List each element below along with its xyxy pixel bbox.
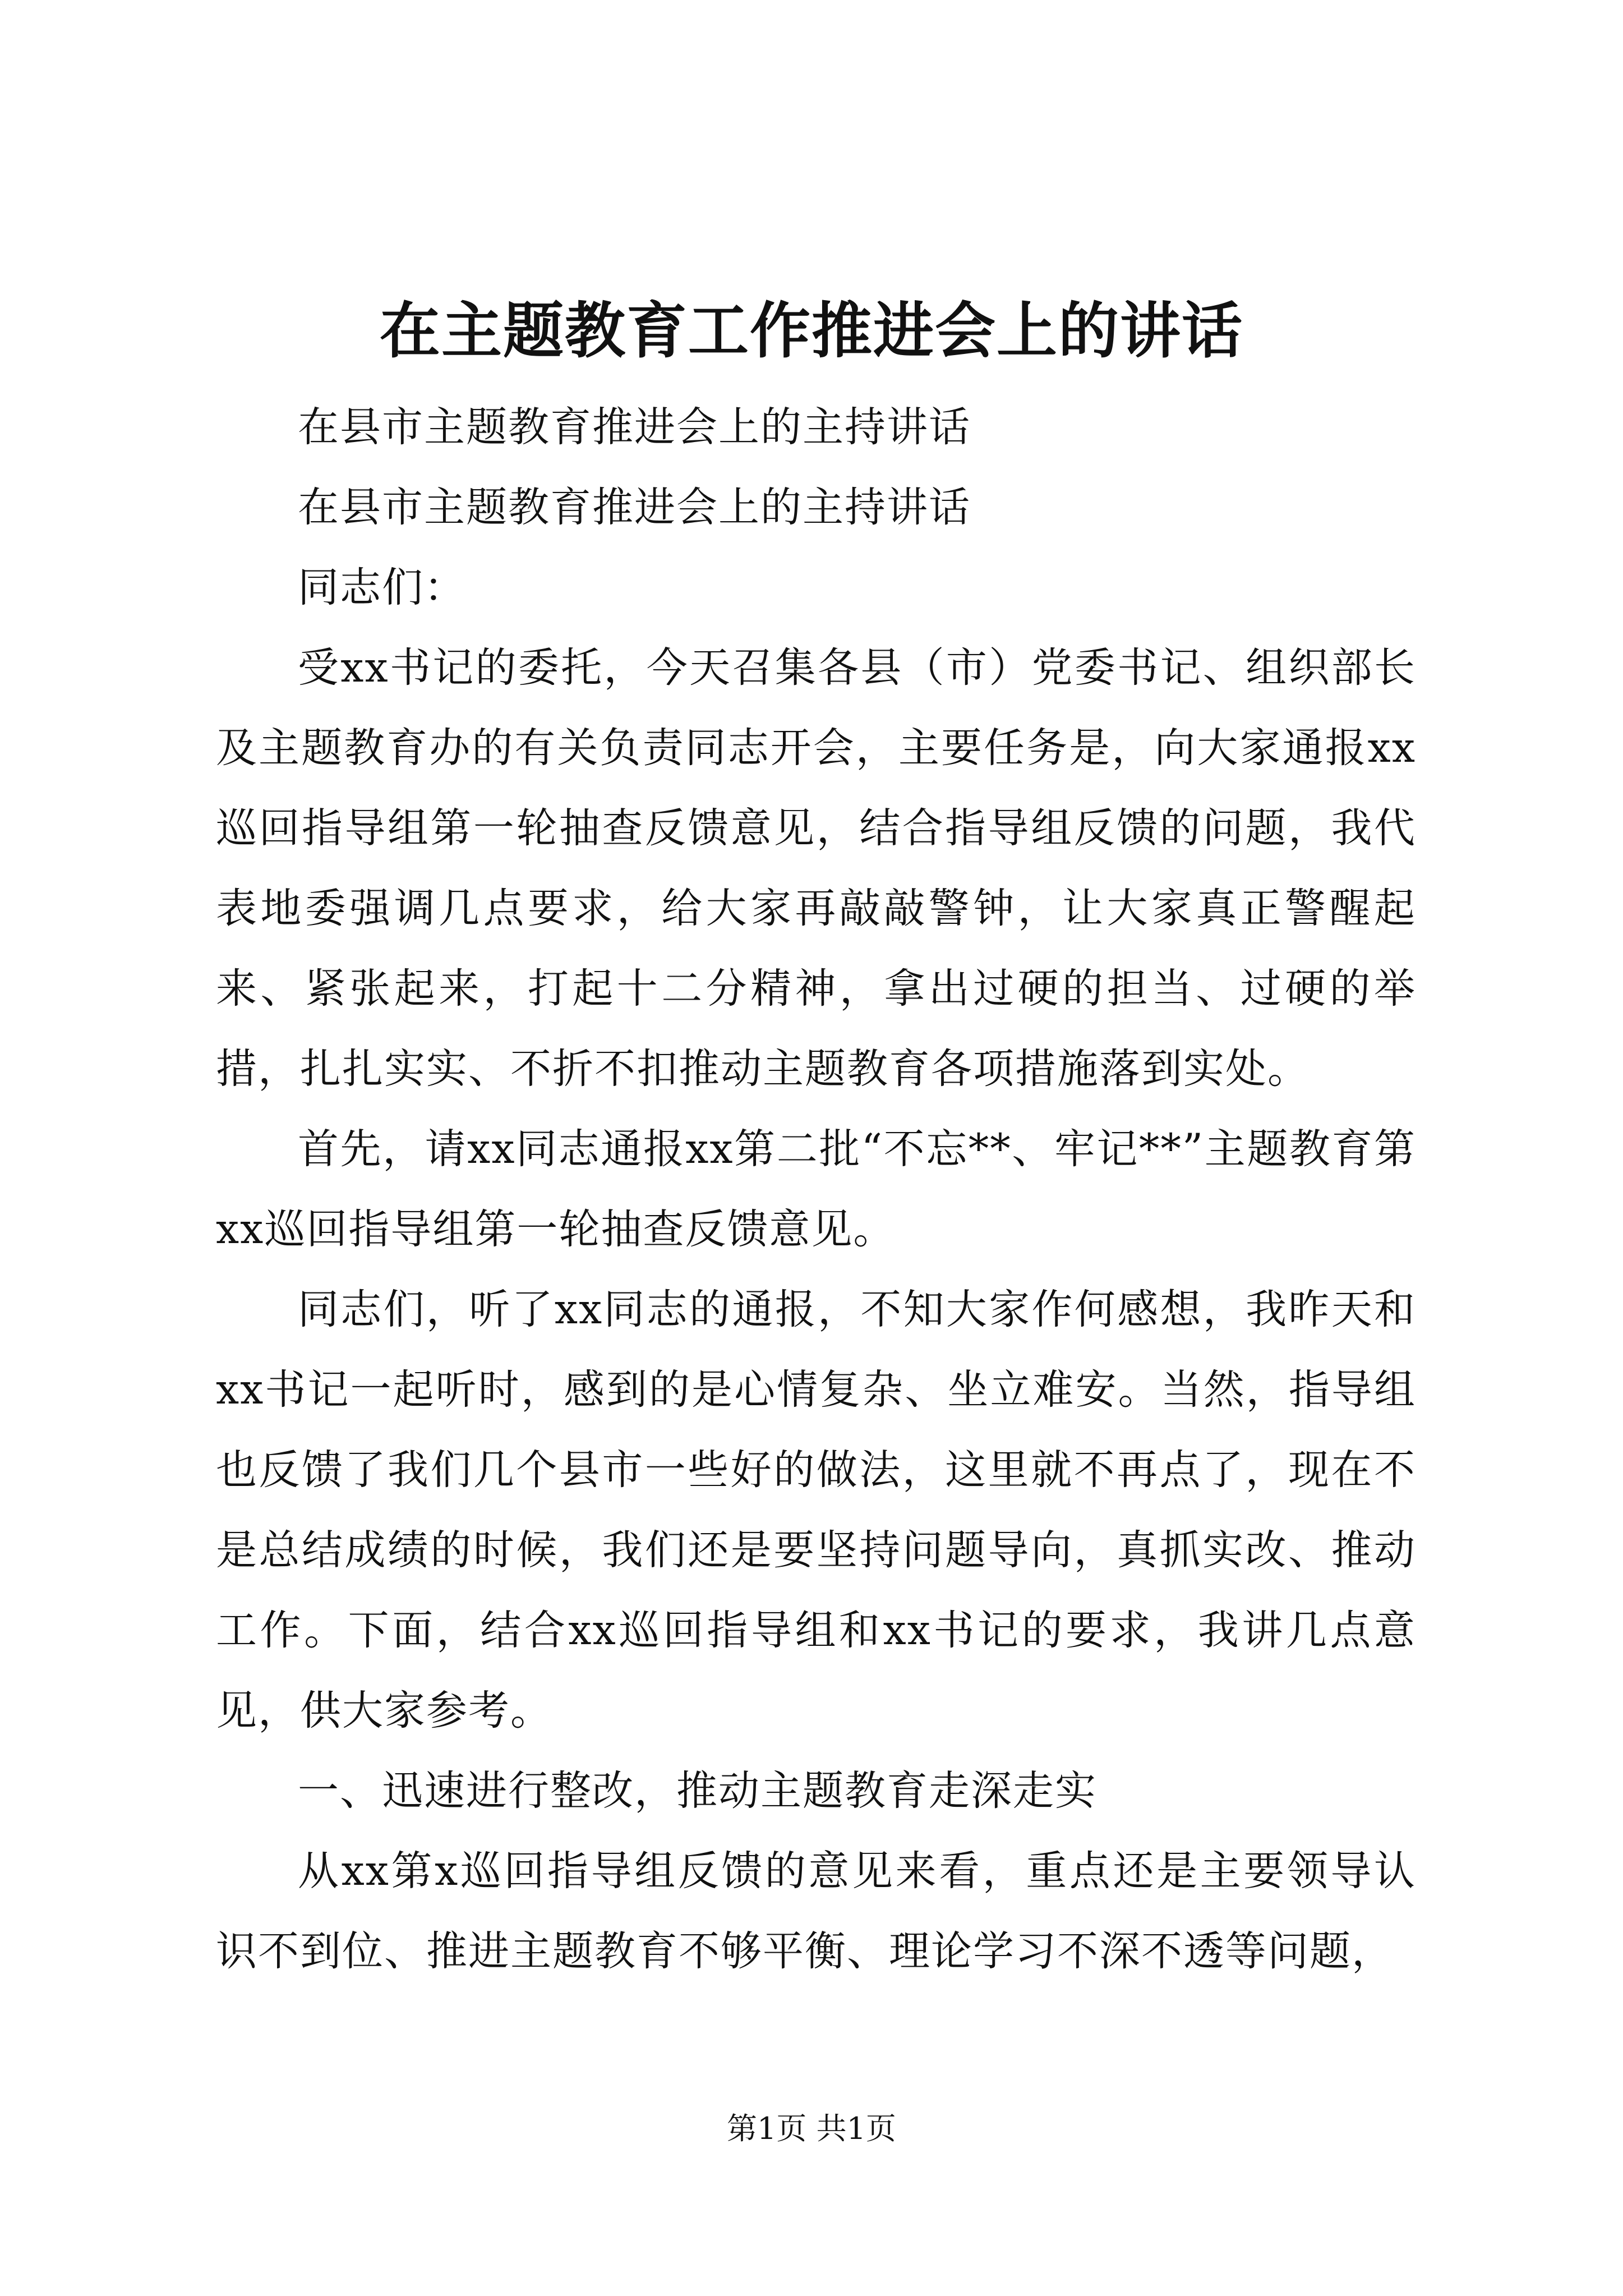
paragraph-report: 首先，请xx同志通报xx第二批“不忘**、牢记**”主题教育第xx巡回指导组第一轮抽查反馈意见。 [216,1125,1416,1253]
section-heading-1: 一、迅速进行整改，推动主题教育走深走实 [298,1767,1097,1815]
page-footer: 第1页 共1页 [727,2111,896,2146]
paragraph-intro: 受xx书记的委托，今天召集各县（市）党委书记、组织部长及主题教育办的有关负责同志开会，主要任务是，向大家通报xx巡回指导组第一轮抽查反馈意见，结合指导组反馈的问题，我代表地委强调几点要求，给大家再敲敲警钟，让大家真正警醒起来、紧张起来，打起十二分精神，拿出过硬的担当、过硬的举措，扎扎实实、不折不扣推动主题教育各项措施落到实处。 [216,644,1416,1093]
document-title: 在主题教育工作推进会上的讲话 [379,296,1243,366]
document-body [216,387,1416,1991]
paragraph-salutation: 同志们： [298,564,466,611]
paragraph-reflection: 同志们，听了xx同志的通报，不知大家作何感想，我昨天和xx书记一起听时，感到的是心情复杂、坐立难安。当然，指导组也反馈了我们几个县市一些好的做法，这里就不再点了，现在不是总结成绩的时候，我们还是要坚持问题导向，真抓实改、推动工作。下面，结合xx巡回指导组和xx书记的要求，我讲几点意见，供大家参考。 [216,1286,1416,1734]
paragraph-subtitle-2: 在县市主题教育推进会上的主持讲话 [298,484,971,531]
paragraph-subtitle-1: 在县市主题教育推进会上的主持讲话 [298,403,971,451]
paragraph-section-1: 从xx第x巡回指导组反馈的意见来看，重点还是主要领导认识不到位、推进主题教育不够平衡、理论学习不深不透等问题， [216,1847,1416,1975]
